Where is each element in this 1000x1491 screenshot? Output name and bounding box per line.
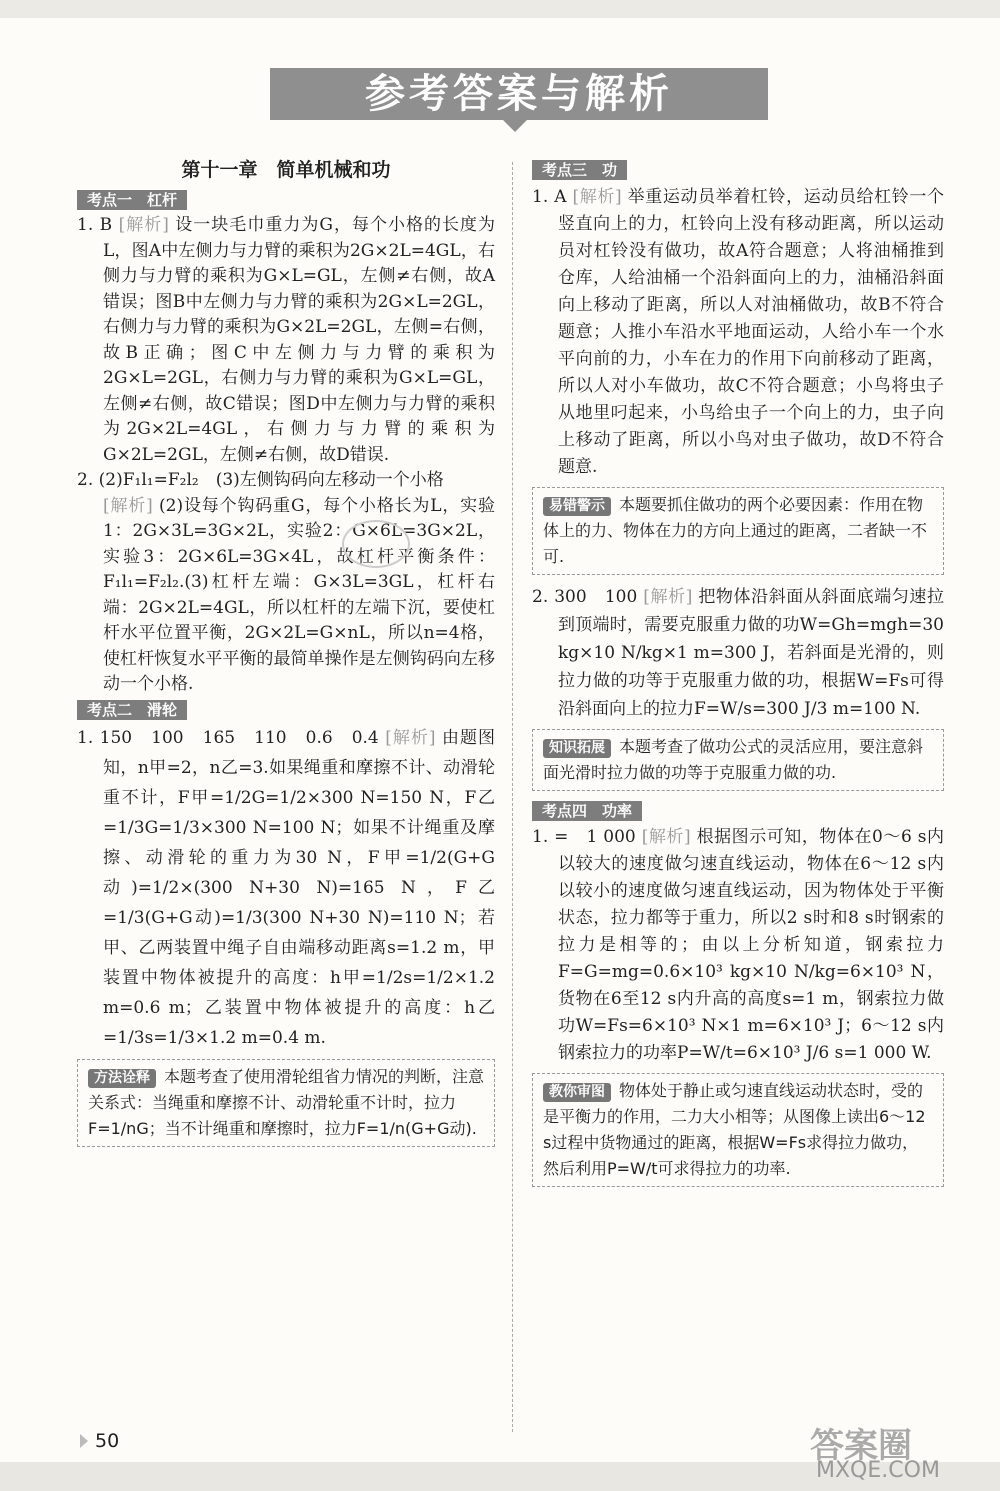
answer-item xyxy=(77,468,495,698)
answer-number: 1. A xyxy=(532,186,567,207)
answer-item xyxy=(532,824,944,1067)
chapter-title: 第十一章 简单机械和功 xyxy=(181,159,391,181)
right-column xyxy=(532,158,944,1195)
error-warning-note xyxy=(532,487,944,575)
note-label: 方法诠释 xyxy=(88,1069,156,1088)
analysis-mark: [解析] xyxy=(385,728,436,748)
column-divider xyxy=(512,162,513,1432)
note-label: 易错警示 xyxy=(543,497,611,516)
answer-number: 1. = 1 000 xyxy=(532,827,636,847)
answer-item xyxy=(532,583,944,723)
section-tag-power: 考点四 功率 xyxy=(532,801,642,821)
answer-item xyxy=(77,213,495,468)
analysis-mark: [解析] xyxy=(572,186,622,207)
analysis-text: 举重运动员举着杠铃，运动员给杠铃一个竖直向上的力，杠铃向上没有移动距离，所以运动员对杠铃没有做功，故A符合题意；人将油桶推到仓库，人给油桶一个沿斜面向上的力，油桶沿斜面向上移动了距离，所以人对油桶做功，故B不符合题意；人推小车沿水平地面运动，人给小车一个水平向前的力，小车在力的作用下向前移动了距离，所以人对小车做功，故C不符合题意；小鸟将虫子从地里叼起来，小鸟给虫子一个向上的力，虫子向上移动了距离，所以小鸟对虫子做功，故D不符合题意. xyxy=(558,186,944,477)
analysis-text: 根据图示可知，物体在0～6 s内以较大的速度做匀速直线运动，物体在6～12 s内以较小的速度做匀速直线运动，因为物体处于平衡状态，拉力都等于重力，所以2 s时和8 s时钢索的拉力是相等的；由以上分析知道，钢索拉力F=G=mg=0.6×10³ kg×10 N/kg=6×10³ N，货物在6至12 s内升高的高度s=1 m，钢索拉力做功W=Fs=6×10³ N×1 m=6×10³ J；6～12 s内钢索拉力的功率P=W/t=6×10³ J/6 s=1 000 W. xyxy=(558,827,944,1063)
answer-item xyxy=(532,184,944,481)
answer-item xyxy=(77,723,495,1053)
note-label: 教你审图 xyxy=(543,1083,611,1102)
answer-number: 2. xyxy=(77,470,94,490)
section-tag-pulley: 考点二 滑轮 xyxy=(77,700,187,720)
watermark-url: MXQE.COM xyxy=(816,1458,940,1483)
answer-number: 2. 300 100 xyxy=(532,586,638,607)
left-column xyxy=(77,158,495,1155)
method-note xyxy=(77,1059,495,1147)
note-text: 本题要抓住做功的两个必要因素：作用在物体上的力、物体在力的方向上通过的距离，二者缺一不可. xyxy=(543,494,928,566)
page-arrow-icon xyxy=(80,1434,88,1448)
analysis-mark: [解析] xyxy=(641,827,691,847)
analysis-text: 由题图知，n甲=2，n乙=3.如果绳重和摩擦不计、动滑轮重不计，F甲=1/2G=1/2×300 N=150 N，F乙=1/3G=1/3×300 N=100 N；如果不计绳重及摩擦、动滑轮的重力为30 N，F甲=1/2(G+G动)=1/2×(300 N+30 N)=165 N，F乙=1/3(G+G动)=1/3(300 N+30 N)=110 N；若甲、乙两装置中绳子自由端移动距离s=1.2 m，甲装置中物体被提升的高度：h甲=1/2s=1/2×1.2 m=0.6 m；乙装置中物体被提升的高度：h乙=1/3s=1/3×1.2 m=0.4 m. xyxy=(103,728,496,1048)
analysis-text: 设一块毛巾重力为G，每个小格的长度为L，图A中左侧力与力臂的乘积为2G×2L=4GL，右侧力与力臂的乘积为G×L=GL，左侧≠右侧，故A错误；图B中左侧力与力臂的乘积为2G×L=2GL，右侧力与力臂的乘积为G×2L=2GL，左侧=右侧，故B正确；图C中左侧力与力臂的乘积为2G×L=2GL，右侧力与力臂的乘积为G×L=GL，左侧≠右侧，故C错误；图D中左侧力与力臂的乘积为2G×2L=4GL，右侧力与力臂的乘积为G×2L=2GL，左侧≠右侧，故D错误. xyxy=(103,215,496,465)
note-label: 知识拓展 xyxy=(543,739,611,758)
note-text: 本题考查了使用滑轮组省力情况的判断，注意关系式：当绳重和摩擦不计、动滑轮重不计时，拉力F=1/nG；当不计绳重和摩擦时，拉力F=1/n(G+G动). xyxy=(88,1067,485,1138)
title-pointer xyxy=(503,120,527,132)
analysis-mark: [解析] xyxy=(103,495,153,516)
analysis-mark: [解析] xyxy=(118,215,169,235)
analysis-text: (2)设每个钩码重G，每个小格长为L，实验1：2G×3L=3G×2L，实验2：G×6L=3G×2L，实验3：2G×6L=3G×4L，故杠杆平衡条件：F₁l₁=F₂l₂.(3)杠杆左端：G×3L=3GL，杠杆右端：2G×2L=4GL，所以杠杆的左端下沉，要使杠杆水平位置平衡，2G×2L=G×nL，所以n=4格，使杠杆恢复水平平衡的最简单操作是左侧钩码向左移动一个小格. xyxy=(103,495,496,694)
page-title: 参考答案与解析 xyxy=(270,68,768,120)
answer-number: 1. 150 100 165 110 0.6 0.4 xyxy=(77,728,379,748)
note-text: 本题考查了做功公式的灵活应用，要注意斜面光滑时拉力做的功等于克服重力做的功. xyxy=(543,736,924,782)
stamp-mark xyxy=(342,520,410,568)
answer-number: 1. B xyxy=(77,215,113,235)
analysis-text: 把物体沿斜面从斜面底端匀速拉到顶端时，需要克服重力做的功W=Gh=mgh=30 kg×10 N/kg×1 m=300 J，若斜面是光滑的，则拉力做的功等于克服重力做的功，根据W=Fs可得沿斜面向上的拉力F=W/s=300 J/3 m=100 N. xyxy=(558,586,945,719)
diagram-reading-note xyxy=(532,1073,944,1187)
note-text: 物体处于静止或匀速直线运动状态时，受的是平衡力的作用，二力大小相等；从图像上读出6～12 s过程中货物通过的距离，根据W=Fs求得拉力做功，然后利用P=W/t可求得拉力的功率. xyxy=(543,1081,926,1178)
section-tag-lever: 考点一 杠杆 xyxy=(77,190,187,210)
analysis-mark: [解析] xyxy=(643,586,693,607)
watermark-logo: 答案圈 xyxy=(810,1426,912,1466)
answer-text: (2)F₁l₁=F₂l₂ (3)左侧钩码向左移动一个小格 xyxy=(98,470,444,490)
section-tag-work: 考点三 功 xyxy=(532,160,627,180)
top-border xyxy=(0,0,1000,18)
page-number: 50 xyxy=(95,1430,120,1452)
knowledge-extension-note xyxy=(532,729,944,791)
